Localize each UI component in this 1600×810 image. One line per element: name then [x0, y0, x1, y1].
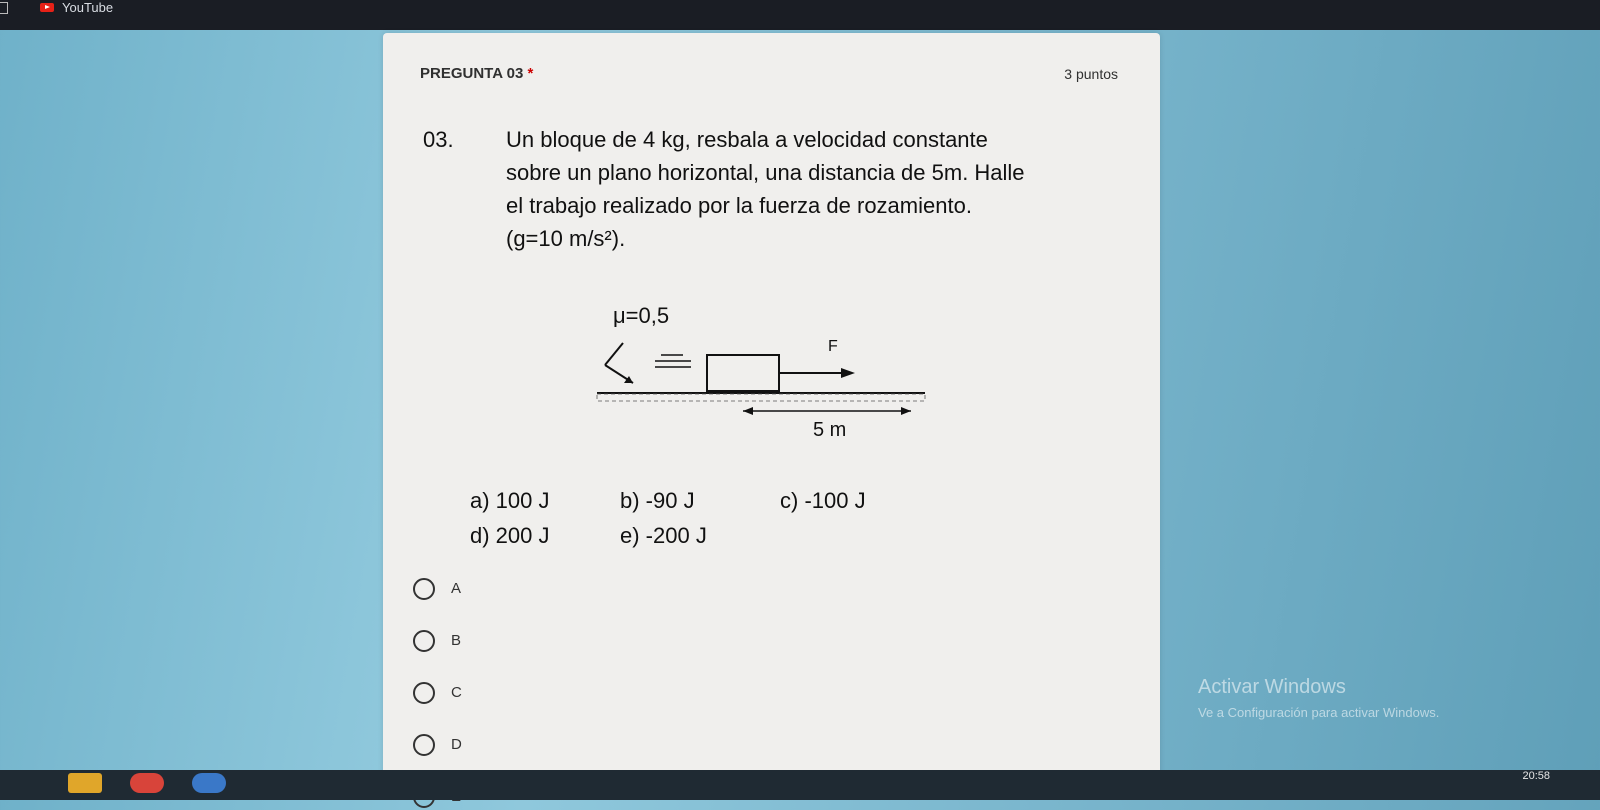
- radio-circle-icon[interactable]: [413, 734, 435, 756]
- block-on-plane-figure: [593, 303, 933, 453]
- pointer-arrow-line: [605, 343, 623, 365]
- chrome-icon[interactable]: [130, 773, 164, 793]
- physics-diagram: [593, 303, 933, 453]
- radio-option-a[interactable]: [413, 578, 613, 602]
- radio-option-b[interactable]: [413, 630, 613, 654]
- radio-circle-icon[interactable]: [413, 578, 435, 600]
- distance-arrowhead-right: [901, 407, 911, 415]
- mu-label: μ=0,5: [613, 303, 670, 328]
- menu-icon[interactable]: [0, 2, 8, 14]
- youtube-icon: [40, 3, 54, 12]
- problem-number: 03.: [423, 127, 454, 152]
- force-arrowhead: [841, 368, 855, 378]
- question-title: [420, 65, 533, 82]
- radio-circle-icon[interactable]: [413, 630, 435, 652]
- problem-line-1: Un bloque de 4 kg, resbala a velocidad constante: [506, 127, 988, 152]
- windows-activation-watermark: [1198, 676, 1439, 720]
- problem-line-4: (g=10 m/s²).: [506, 226, 626, 251]
- answer-b: b) -90 J: [620, 488, 695, 513]
- required-asterisk: *: [527, 65, 534, 82]
- question-card: [383, 33, 1160, 778]
- block: [707, 355, 779, 391]
- problem-line-3: el trabajo realizado por la fuerza de rozamiento.: [506, 193, 972, 218]
- watermark-subtitle: Ve a Configuración para activar Windows.: [1198, 705, 1440, 720]
- answer-e: e) -200 J: [620, 523, 707, 548]
- youtube-tab-label[interactable]: YouTube: [62, 0, 114, 15]
- answer-a: a) 100 J: [470, 488, 550, 513]
- radio-option-label: D: [451, 736, 462, 753]
- question-points: 3 puntos: [1064, 66, 1118, 82]
- radio-option-d[interactable]: [413, 734, 613, 758]
- distance-label: 5 m: [813, 419, 847, 441]
- watermark-title: Activar Windows: [1198, 676, 1346, 698]
- ground-hatching: [597, 394, 925, 401]
- taskbar: [0, 770, 1600, 800]
- radio-option-label: A: [451, 580, 462, 597]
- question-title-text: PREGUNTA 03: [420, 65, 524, 82]
- radio-option-c[interactable]: [413, 682, 613, 706]
- force-label: F: [828, 338, 838, 355]
- file-explorer-icon[interactable]: [68, 773, 102, 793]
- radio-option-label: C: [451, 684, 462, 701]
- answer-c: c) -100 J: [780, 488, 866, 513]
- problem-line-2: sobre un plano horizontal, una distancia de 5m. Halle: [506, 160, 1025, 185]
- answer-d: d) 200 J: [470, 523, 550, 548]
- taskbar-clock: 20:58: [1522, 770, 1550, 782]
- radio-circle-icon[interactable]: [413, 682, 435, 704]
- radio-option-label: B: [451, 632, 462, 649]
- browser-top-bar: [0, 0, 1600, 30]
- edge-icon[interactable]: [192, 773, 226, 793]
- distance-arrowhead-left: [743, 407, 753, 415]
